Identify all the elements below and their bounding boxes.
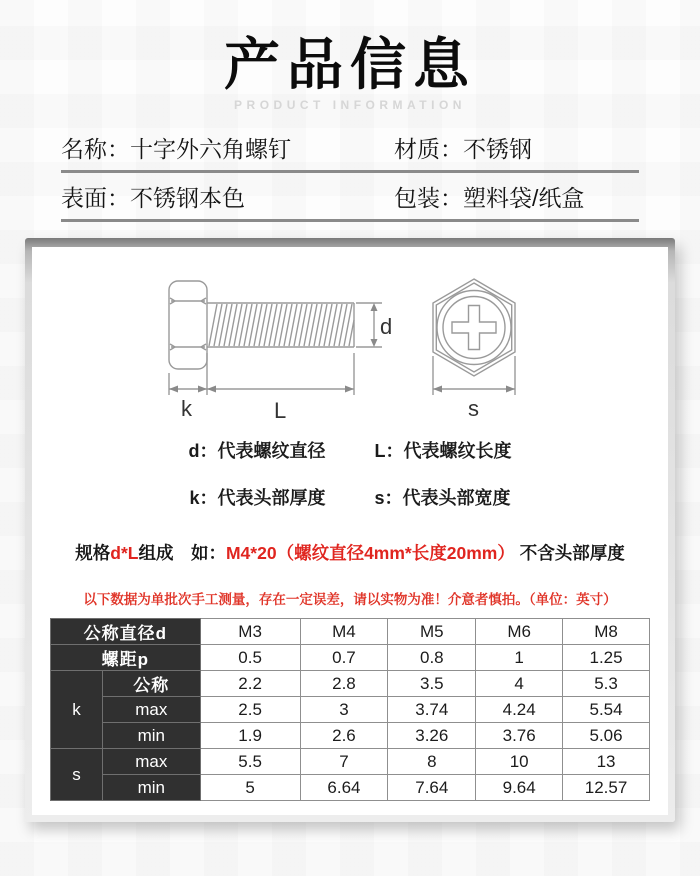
screw-technical-drawing [50, 263, 650, 423]
table-cell: M5 [388, 619, 476, 645]
table-cell: 3.5 [388, 671, 476, 697]
group-header-k: k [51, 671, 103, 749]
attribute-label: 名称： [61, 135, 130, 162]
spec-sheet-card [25, 238, 675, 822]
table-cell: M4 [300, 619, 388, 645]
attribute-value: 不锈钢 [463, 135, 532, 162]
attribute-value: 十字外六角螺钉 [130, 135, 291, 162]
dimension-legend-line2 [44, 484, 656, 510]
table-cell: 0.7 [300, 645, 388, 671]
dim-label-k: k [181, 396, 192, 421]
spec-segment: 规格 [75, 543, 111, 563]
spec-segment: 组成 如： [138, 543, 226, 563]
table-cell: 2.6 [300, 723, 388, 749]
table-cell: 10 [476, 749, 563, 775]
attribute-label: 表面： [61, 184, 130, 211]
table-cell: 13 [563, 749, 650, 775]
table-row-k-nominal [51, 671, 650, 697]
page-subtitle: PRODUCT INFORMATION [234, 98, 466, 112]
spec-segment: d*L [110, 543, 139, 563]
spec-segment: 不含头部厚度 [514, 543, 625, 563]
screw-side-view [169, 281, 392, 423]
attribute-value: 塑料袋/纸盒 [463, 184, 585, 211]
dimension-table [50, 618, 650, 801]
thread-hatching [209, 304, 354, 346]
table-cell: 1.9 [200, 723, 300, 749]
table-cell: 3.74 [388, 697, 476, 723]
table-cell: M3 [200, 619, 300, 645]
table-cell: M8 [563, 619, 650, 645]
table-cell: 1.25 [563, 645, 650, 671]
table-cell: 3.26 [388, 723, 476, 749]
row-header: 公称直径d [51, 619, 201, 645]
legend-s: s：代表头部宽度 [374, 488, 511, 508]
table-cell: 5 [200, 775, 300, 801]
table-cell: 4.24 [476, 697, 563, 723]
attribute-label: 材质： [394, 135, 463, 162]
table-row-pitch [51, 645, 650, 671]
group-header-s: s [51, 749, 103, 801]
table-cell: 0.8 [388, 645, 476, 671]
table-cell: 5.06 [563, 723, 650, 749]
product-attributes [61, 124, 639, 222]
legend-k: k：代表头部厚度 [189, 488, 326, 508]
table-cell: 8 [388, 749, 476, 775]
attribute-surface [61, 180, 394, 213]
spec-sheet-inner [32, 247, 668, 815]
table-cell: 4 [476, 671, 563, 697]
row-header: max [102, 749, 200, 775]
legend-L: L：代表螺纹长度 [374, 441, 512, 461]
screw-top-view [433, 279, 515, 421]
table-row-k-min [51, 723, 650, 749]
table-cell: 3 [300, 697, 388, 723]
attribute-row [61, 124, 639, 173]
table-cell: 2.8 [300, 671, 388, 697]
measurement-disclaimer: 以下数据为单批次手工测量，存在一定误差，请以实物为准！介意者慎拍。（单位：英寸） [83, 592, 617, 607]
table-row-sizes [51, 619, 650, 645]
table-cell: M6 [476, 619, 563, 645]
row-header: max [102, 697, 200, 723]
table-cell: 5.54 [563, 697, 650, 723]
attribute-label: 包装： [394, 184, 463, 211]
spec-segment: M4*20（螺纹直径4mm*长度20mm） [225, 543, 515, 563]
table-cell: 6.64 [300, 775, 388, 801]
table-cell: 1 [476, 645, 563, 671]
legend-d: d：代表螺纹直径 [188, 441, 326, 461]
table-row-k-max [51, 697, 650, 723]
attribute-material [394, 131, 639, 164]
attribute-row [61, 173, 639, 222]
page-header [0, 0, 700, 112]
dim-label-d: d [380, 314, 393, 339]
table-cell: 2.2 [200, 671, 300, 697]
table-cell: 7 [300, 749, 388, 775]
table-cell: 7.64 [388, 775, 476, 801]
table-row-s-min [51, 775, 650, 801]
table-cell: 0.5 [200, 645, 300, 671]
attribute-name [61, 131, 394, 164]
spec-format-line [44, 540, 656, 565]
table-row-s-max [51, 749, 650, 775]
attribute-packaging [394, 180, 639, 213]
table-cell: 5.3 [563, 671, 650, 697]
dimension-legend-line1 [44, 437, 656, 463]
table-cell: 2.5 [200, 697, 300, 723]
row-header: min [102, 723, 200, 749]
row-header: 公称 [102, 671, 200, 697]
table-cell: 3.76 [476, 723, 563, 749]
row-header: min [102, 775, 200, 801]
page-title: 产品信息 [224, 33, 476, 96]
phillips-cross [452, 306, 496, 350]
dim-label-s: s [468, 396, 479, 421]
dim-label-L: L [274, 398, 287, 423]
table-cell: 9.64 [476, 775, 563, 801]
attribute-value: 不锈钢本色 [130, 184, 245, 211]
table-cell: 12.57 [563, 775, 650, 801]
table-cell: 5.5 [200, 749, 300, 775]
row-header: 螺距p [51, 645, 201, 671]
